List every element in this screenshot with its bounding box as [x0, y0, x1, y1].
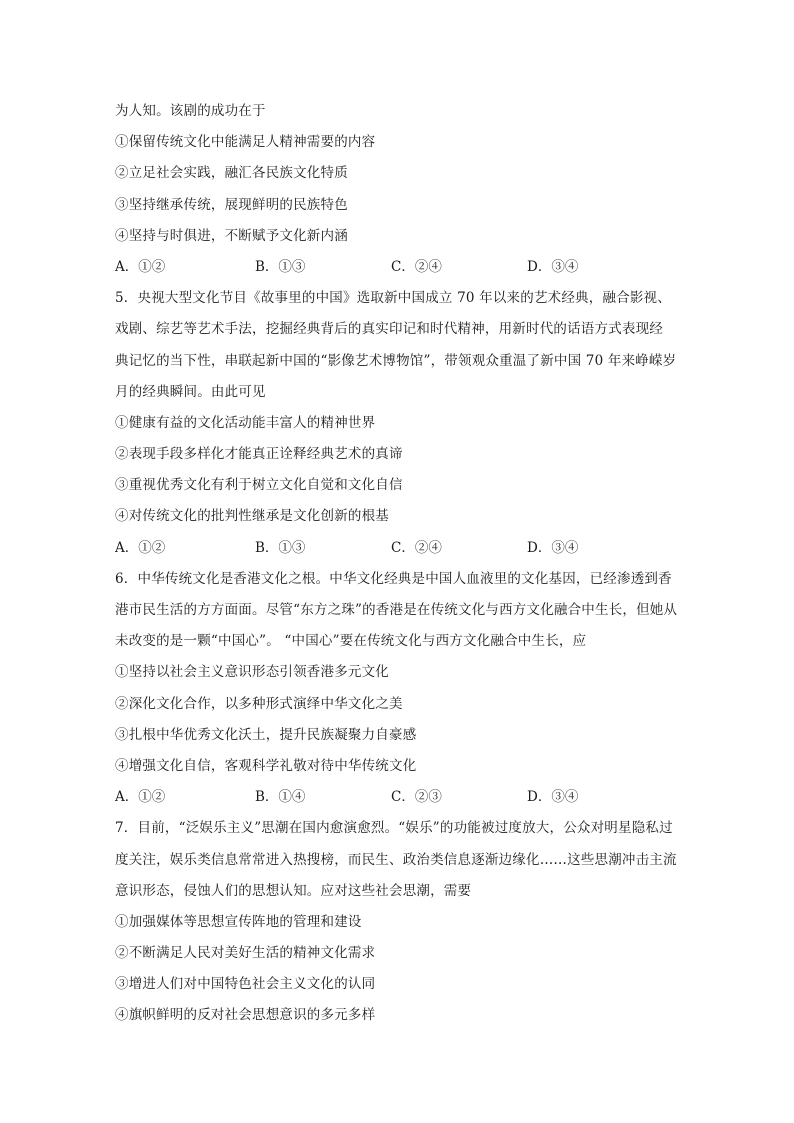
q7-stem-line-2: 度关注，娱乐类信息常常进入热搜榜，而民生、政治类信息逐渐边缘化……这些思潮冲击主流	[115, 851, 677, 868]
q7-statement-4: ④旗帜鲜明的反对社会思想意识的多元多样	[115, 1007, 376, 1024]
q5-option-d: D．③④	[527, 539, 579, 556]
q5-stem-line-2: 戏剧、综艺等艺术手法，挖掘经典背后的真实印记和时代精神，用新时代的话语方式表现经	[115, 321, 663, 338]
q6-statement-2: ②深化文化合作，以多种形式演绎中华文化之美	[115, 695, 403, 712]
q4-options	[115, 252, 685, 283]
q5-option-a: A．①②	[115, 539, 166, 556]
q5-statement-4: ④对传统文化的批判性继承是文化创新的根基	[115, 508, 389, 525]
q4-statement-2: ②立足社会实践，融汇各民族文化特质	[115, 165, 348, 182]
q6-stem-line-2: 港市民生活的方方面面。尽管“东方之珠”的香港是在传统文化与西方文化融合中生长，但她从	[115, 602, 678, 618]
q5-statement-3: ③重视优秀文化有利于树立文化自觉和文化自信	[115, 477, 403, 494]
q4-statement-4: ④坚持与时俱进，不断赋予文化新内涵	[115, 227, 348, 244]
q5-statement-2: ②表现手段多样化才能真正诠释经典艺术的真谛	[115, 446, 403, 463]
q6-statement-1: ①坚持以社会主义意识形态引领香港多元文化	[115, 664, 389, 681]
q7-stem-line-1: 7．目前，“泛娱乐主义”思潮在国内愈演愈烈。“娱乐”的功能被过度放大，公众对明星隐私过	[115, 820, 673, 837]
q5-statement-1: ①健康有益的文化活动能丰富人的精神世界	[115, 414, 376, 431]
q5-stem-line-1: 5．央视大型文化节目《故事里的中国》选取新中国成立 70 年以来的艺术经典，融合影视、	[115, 290, 671, 307]
q5-option-b: B．①③	[255, 539, 306, 556]
q4-option-c: C．②④	[391, 258, 442, 275]
q4-statement-1: ①保留传统文化中能满足人精神需要的内容	[115, 134, 376, 151]
exam-page	[115, 96, 685, 1032]
q4-option-d: D．③④	[527, 258, 579, 275]
q6-stem-line-3: 未改变的是一颗“中国心”。 “中国心”要在传统文化与西方文化融合中生长，应	[115, 633, 587, 650]
q6-options	[115, 782, 685, 813]
q7-stem-line-3: 意识形态，侵蚀人们的思想认知。应对这些社会思潮，需要	[115, 882, 472, 899]
q7-statement-1: ①加强媒体等思想宣传阵地的管理和建设	[115, 913, 362, 930]
q6-stem-line-1: 6．中华传统文化是香港文化之根。中华文化经典是中国人血液里的文化基因，已经渗透到香	[115, 570, 672, 587]
q4-statement-3: ③坚持继承传统，展现鲜明的民族特色	[115, 196, 348, 213]
q7-statement-3: ③增进人们对中国特色社会主义文化的认同	[115, 976, 376, 993]
q6-statement-4: ④增强文化自信，客观科学礼敬对待中华传统文化	[115, 757, 417, 774]
q4-option-a: A．①②	[115, 258, 166, 275]
q5-options	[115, 533, 685, 564]
q5-stem-line-3: 典记忆的当下性，串联起新中国的“影像艺术博物馆”，带领观众重温了新中国 70 年来峥嵘岁	[115, 352, 677, 369]
q6-option-c: C．②③	[391, 789, 442, 806]
q5-option-c: C．②④	[391, 539, 442, 556]
q6-option-a: A．①②	[115, 789, 166, 806]
q7-statement-2: ②不断满足人民对美好生活的精神文化需求	[115, 945, 376, 962]
q4-stem-tail: 为人知。该剧的成功在于	[115, 103, 266, 119]
q4-option-b: B．①③	[255, 258, 306, 275]
q5-stem-line-4: 月的经典瞬间。由此可见	[115, 383, 266, 400]
q6-option-b: B．①④	[255, 789, 306, 806]
q6-statement-3: ③扎根中华优秀文化沃土，提升民族凝聚力自豪感	[115, 726, 417, 743]
q6-option-d: D．③④	[527, 789, 579, 806]
